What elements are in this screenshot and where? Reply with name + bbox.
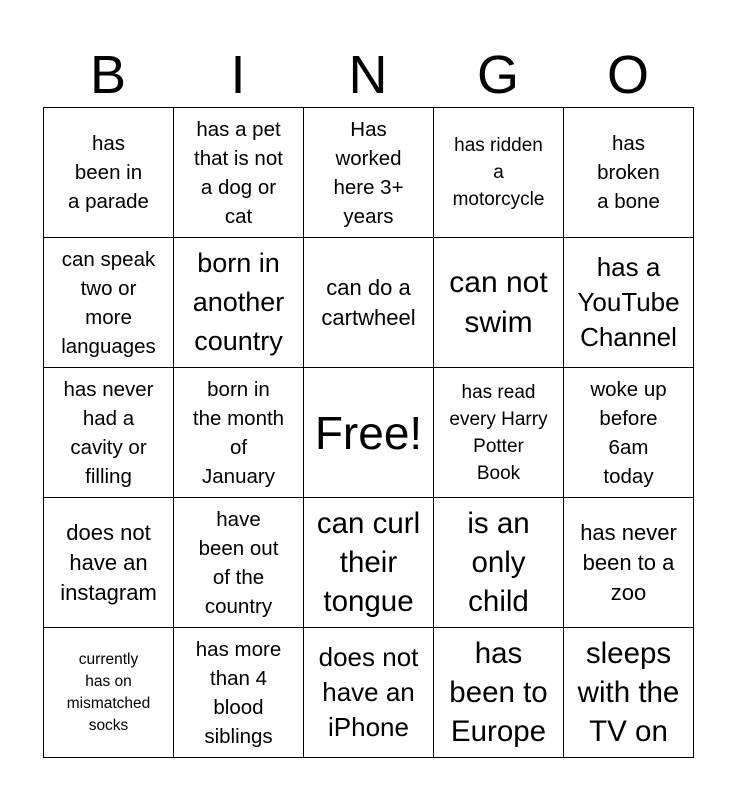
bingo-square[interactable]	[44, 628, 174, 758]
bingo-square[interactable]	[304, 238, 434, 368]
bingo-square[interactable]	[174, 628, 304, 758]
bingo-square[interactable]	[44, 368, 174, 498]
bingo-square[interactable]	[564, 628, 694, 758]
grid-row	[44, 628, 694, 758]
bingo-square[interactable]	[174, 498, 304, 628]
square-text: has ridden a motorcycle	[452, 135, 545, 210]
square-text: can not swim	[449, 265, 548, 339]
bingo-header	[43, 44, 693, 106]
square-text: has a pet that is not a dog or cat	[194, 117, 283, 228]
square-text: is an only child	[467, 507, 530, 618]
square-text: does not have an iPhone	[318, 642, 419, 742]
header-letter-i: I	[230, 45, 246, 105]
bingo-square[interactable]	[564, 238, 694, 368]
bingo-square[interactable]	[434, 498, 564, 628]
bingo-square[interactable]	[44, 238, 174, 368]
grid-row	[44, 238, 694, 368]
grid-row	[44, 368, 694, 498]
bingo-square[interactable]	[434, 628, 564, 758]
square-text: has never been to a zoo	[580, 519, 677, 605]
grid-row	[44, 108, 694, 238]
square-text: has been in a parade	[68, 132, 149, 213]
square-text: has broken a bone	[597, 132, 660, 213]
header-letter-b: B	[89, 45, 127, 105]
square-text: born in another country	[192, 248, 285, 356]
bingo-square[interactable]	[564, 498, 694, 628]
bingo-square[interactable]	[304, 628, 434, 758]
bingo-square[interactable]	[44, 108, 174, 238]
square-text: has a YouTube Channel	[577, 252, 680, 352]
free-square[interactable]	[304, 368, 434, 498]
bingo-square[interactable]	[564, 108, 694, 238]
bingo-square[interactable]	[304, 498, 434, 628]
grid-row	[44, 498, 694, 628]
square-text: Has worked here 3+ years	[333, 117, 404, 228]
square-text: has read every Harry Potter Book	[449, 381, 548, 484]
square-text: has more than 4 blood siblings	[195, 637, 282, 748]
bingo-square[interactable]	[434, 368, 564, 498]
bingo-square[interactable]	[174, 108, 304, 238]
free-square-text: Free!	[314, 406, 423, 459]
square-text: born in the month of January	[192, 377, 285, 488]
square-text: can curl their tongue	[316, 507, 421, 618]
bingo-grid	[43, 107, 694, 758]
square-text: sleeps with the TV on	[577, 637, 680, 748]
square-text: does not have an instagram	[60, 519, 157, 605]
square-text: can speak two or more languages	[61, 247, 156, 358]
square-text: has never had a cavity or filling	[63, 377, 154, 488]
bingo-square[interactable]	[564, 368, 694, 498]
header-letter-o: O	[606, 45, 649, 105]
bingo-square[interactable]	[174, 368, 304, 498]
square-text: have been out of the country	[198, 507, 279, 618]
square-text: woke up before 6am today	[590, 377, 667, 488]
bingo-square[interactable]	[174, 238, 304, 368]
square-text: has been to Europe	[449, 637, 548, 748]
header-letter-g: G	[476, 45, 519, 105]
bingo-square[interactable]	[44, 498, 174, 628]
bingo-square[interactable]	[434, 108, 564, 238]
square-text: currently has on mismatched socks	[66, 650, 151, 734]
header-letter-n: N	[348, 45, 388, 105]
bingo-square[interactable]	[304, 108, 434, 238]
square-text: can do a cartwheel	[321, 274, 416, 330]
bingo-square[interactable]	[434, 238, 564, 368]
